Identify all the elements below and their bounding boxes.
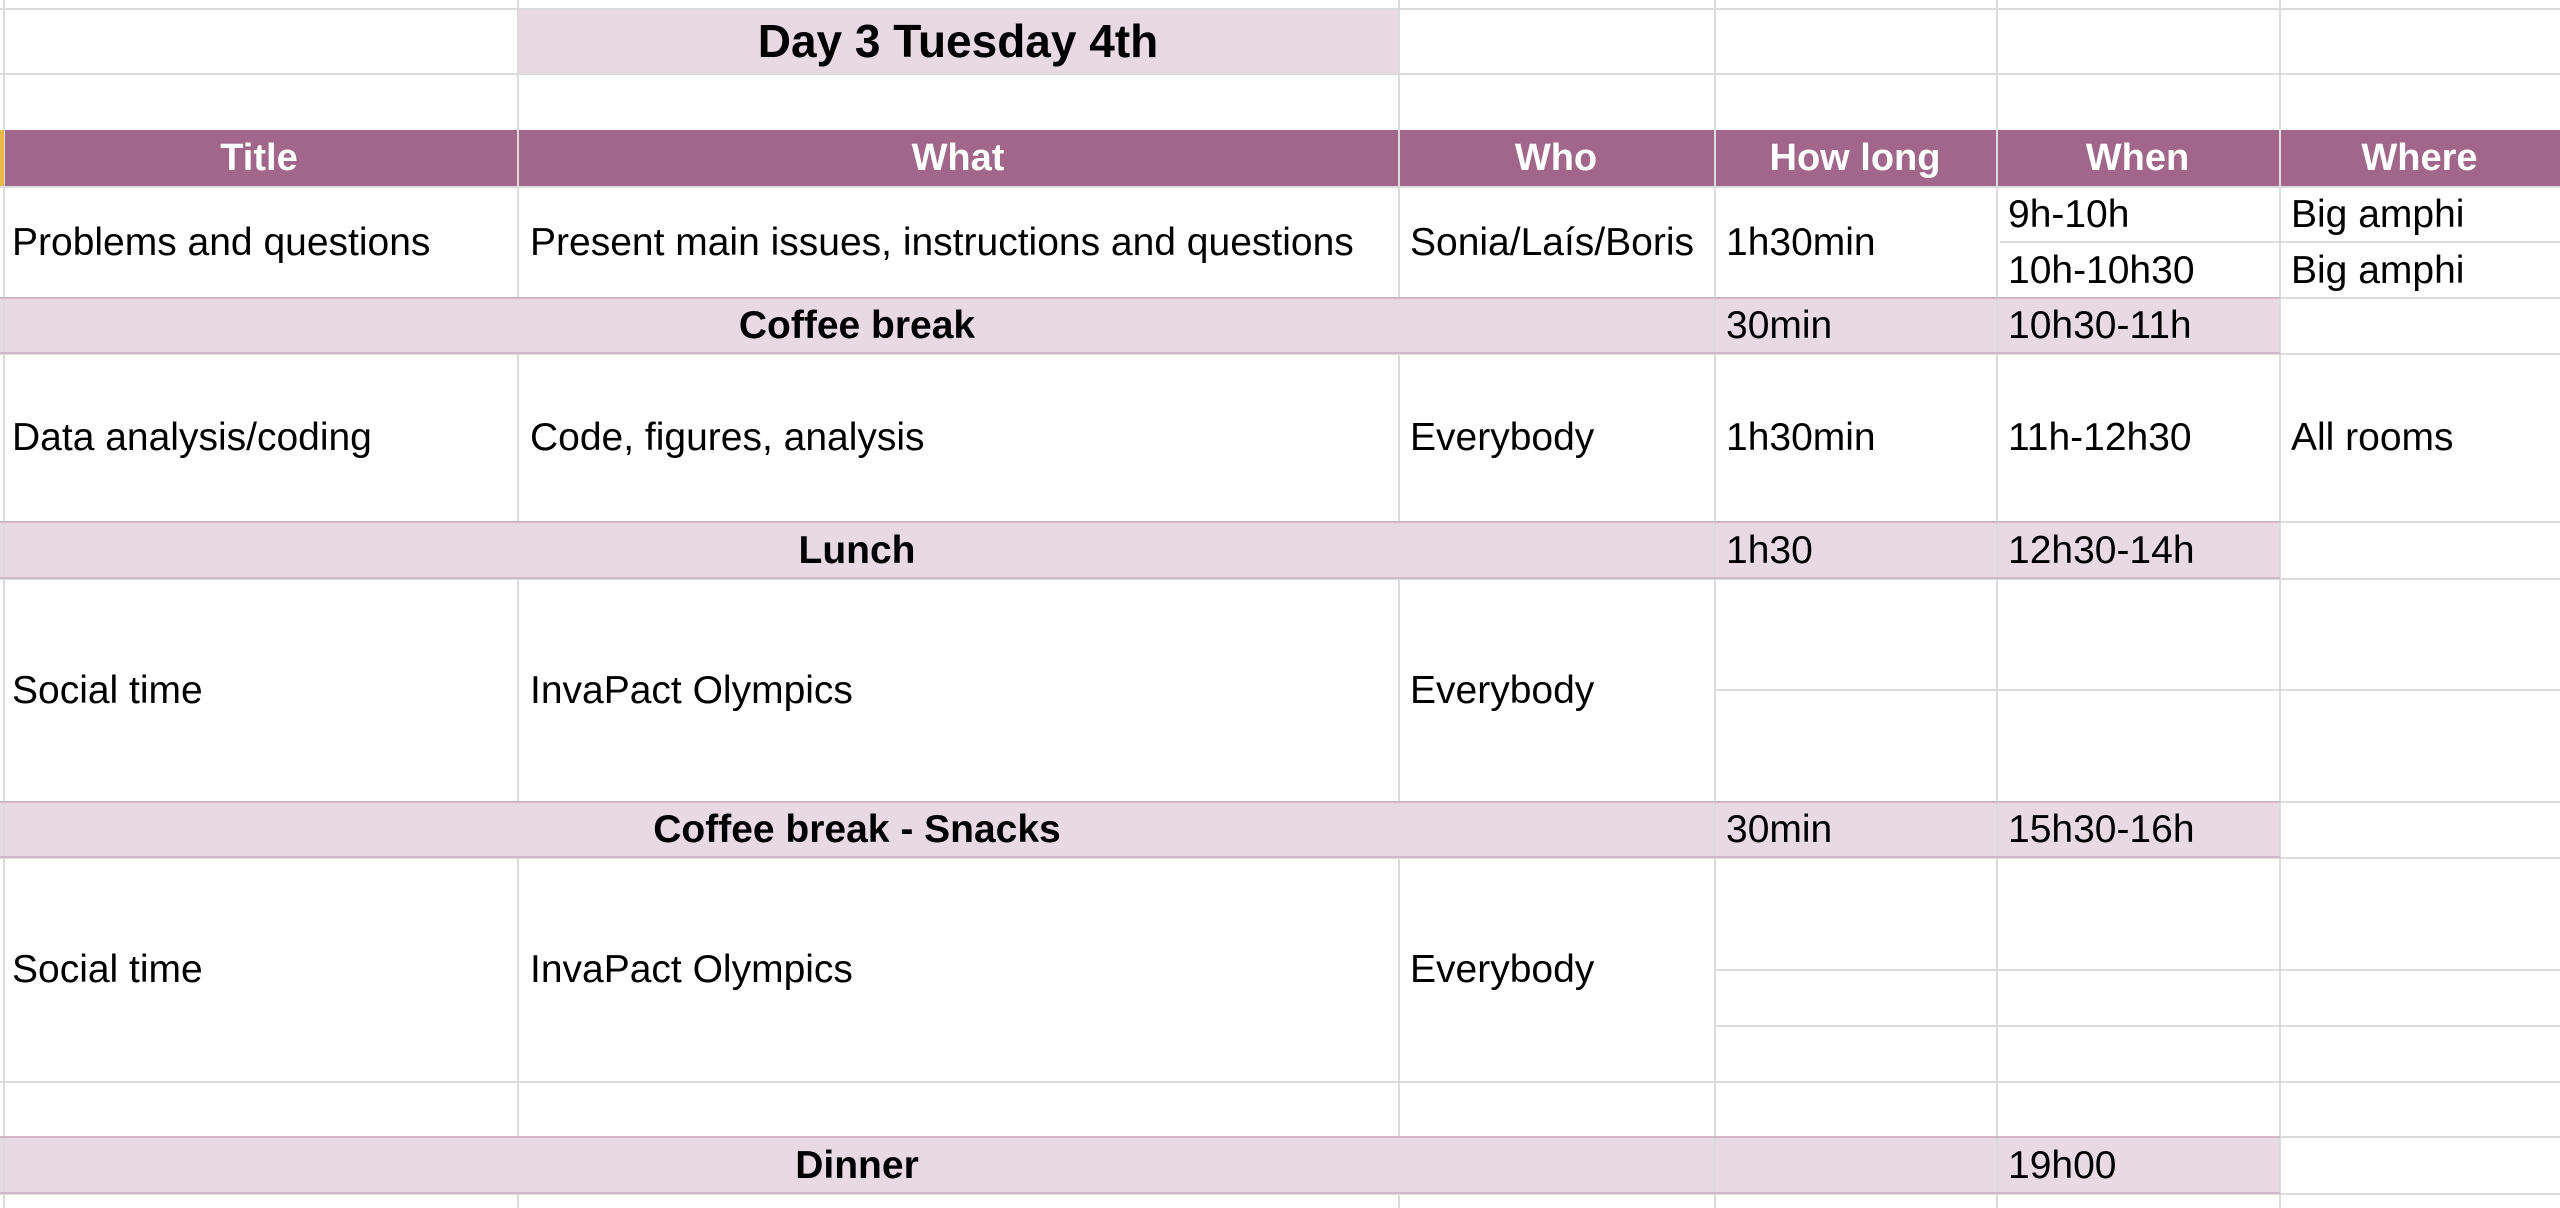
break-label-snacks[interactable]: Coffee break - Snacks: [653, 808, 1061, 851]
table-cell-who[interactable]: Everybody: [1410, 668, 1595, 712]
table-cell-where[interactable]: All rooms: [2291, 416, 2454, 459]
break-label-dinner[interactable]: Dinner: [795, 1143, 919, 1187]
table-cell-what[interactable]: Code, figures, analysis: [530, 416, 925, 459]
table-cell-title[interactable]: Social time: [12, 947, 203, 991]
table-cell-what[interactable]: InvaPact Olympics: [530, 668, 853, 712]
table-cell-how-long[interactable]: 1h30min: [1726, 416, 1876, 459]
sheet-title[interactable]: Day 3 Tuesday 4th: [757, 14, 1159, 67]
table-cell-when[interactable]: 10h-10h30: [2008, 248, 2195, 292]
table-cell-how-long[interactable]: 30min: [1726, 808, 1833, 851]
table-cell-how-long[interactable]: 30min: [1726, 304, 1833, 347]
table-cell-when[interactable]: 12h30-14h: [2008, 528, 2195, 572]
table-cell-title[interactable]: Social time: [12, 668, 203, 712]
table-cell-who[interactable]: Everybody: [1410, 947, 1595, 991]
table-cell-title[interactable]: Data analysis/coding: [12, 416, 372, 459]
table-cell-where[interactable]: Big amphi: [2291, 248, 2465, 292]
header-where[interactable]: Where: [2361, 137, 2478, 179]
break-label-coffee[interactable]: Coffee break: [738, 304, 976, 347]
table-cell-when[interactable]: 11h-12h30: [2008, 416, 2192, 459]
table-cell-when[interactable]: 9h-10h: [2008, 192, 2130, 236]
table-cell-how-long[interactable]: 1h30: [1726, 528, 1813, 572]
table-cell-title[interactable]: Problems and questions: [12, 220, 431, 264]
header-how-long[interactable]: How long: [1769, 137, 1941, 179]
table-cell-what[interactable]: InvaPact Olympics: [530, 947, 853, 991]
table-cell-who[interactable]: Everybody: [1410, 416, 1595, 459]
table-cell-where[interactable]: Big amphi: [2291, 192, 2465, 236]
header-when[interactable]: When: [2085, 137, 2190, 179]
table-cell-who[interactable]: Sonia/Laís/Boris: [1410, 220, 1694, 264]
table-cell-what[interactable]: Present main issues, instructions and questions: [530, 220, 1354, 264]
table-cell-how-long[interactable]: 1h30min: [1726, 220, 1876, 264]
header-title[interactable]: Title: [220, 137, 298, 179]
table-cell-when[interactable]: 15h30-16h: [2008, 808, 2195, 851]
table-cell-when[interactable]: 19h00: [2008, 1143, 2117, 1187]
header-who[interactable]: Who: [1514, 137, 1598, 179]
break-label-lunch[interactable]: Lunch: [798, 528, 916, 572]
header-what[interactable]: What: [911, 137, 1005, 179]
table-cell-when[interactable]: 10h30-11h: [2008, 304, 2192, 347]
